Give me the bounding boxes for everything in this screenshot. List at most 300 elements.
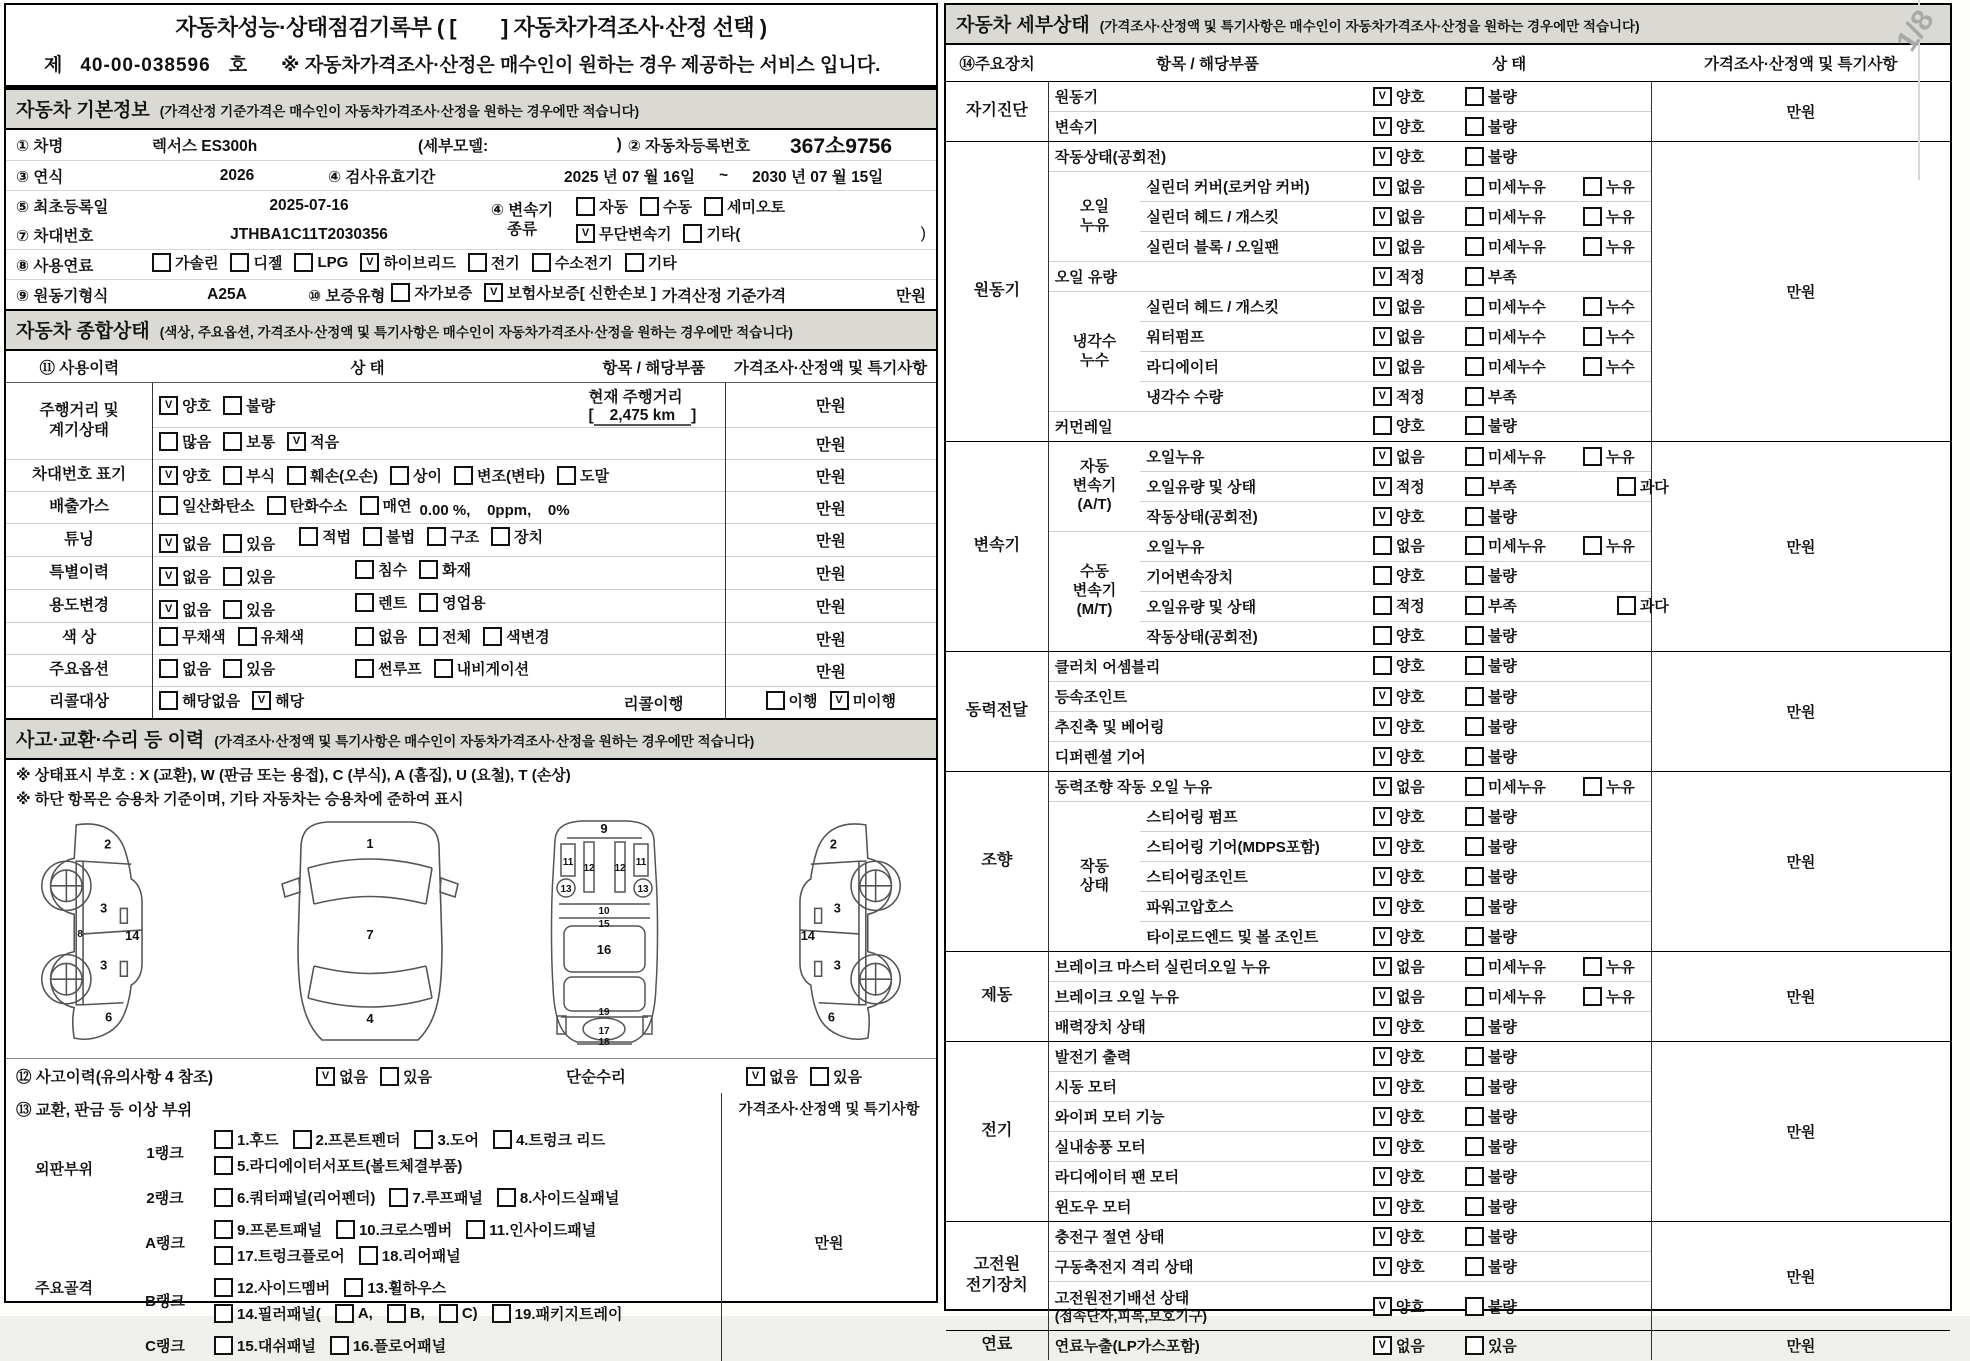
- checkbox[interactable]: V: [159, 396, 178, 415]
- checkbox[interactable]: V: [159, 600, 178, 619]
- checkbox[interactable]: [1465, 1167, 1484, 1186]
- checkbox[interactable]: [214, 1278, 233, 1297]
- checkbox-option[interactable]: [1583, 176, 1635, 197]
- checkbox[interactable]: [439, 1304, 458, 1323]
- checkbox[interactable]: [1465, 1257, 1484, 1276]
- checkbox[interactable]: [1583, 237, 1602, 256]
- checkbox[interactable]: [1465, 957, 1484, 976]
- checkbox[interactable]: [1465, 1047, 1484, 1066]
- checkbox-option[interactable]: [1373, 116, 1453, 137]
- checkbox-option[interactable]: [389, 1187, 482, 1208]
- checkbox-option[interactable]: [159, 465, 211, 486]
- checkbox[interactable]: [223, 466, 242, 485]
- checkbox[interactable]: [810, 1067, 829, 1086]
- checkbox-option[interactable]: [1583, 356, 1635, 377]
- checkbox[interactable]: [359, 1246, 378, 1265]
- checkbox[interactable]: V: [1373, 687, 1392, 706]
- checkbox-option[interactable]: [316, 1066, 368, 1087]
- checkbox-option[interactable]: [1583, 206, 1635, 227]
- checkbox-option[interactable]: [223, 533, 275, 554]
- checkbox-option[interactable]: [1465, 356, 1571, 377]
- checkbox-option[interactable]: [439, 1304, 478, 1323]
- checkbox-option[interactable]: [238, 626, 304, 647]
- checkbox-option[interactable]: [493, 1129, 605, 1150]
- checkbox-option[interactable]: [159, 495, 254, 516]
- checkbox-option[interactable]: [492, 1303, 623, 1324]
- checkbox[interactable]: [223, 534, 242, 553]
- checkbox-option[interactable]: [1465, 686, 1571, 707]
- checkbox-option[interactable]: [1465, 446, 1571, 467]
- checkbox[interactable]: V: [1373, 867, 1392, 886]
- checkbox-option[interactable]: [223, 658, 275, 679]
- checkbox[interactable]: [1465, 87, 1484, 106]
- checkbox-option[interactable]: [1373, 926, 1453, 947]
- checkbox-option[interactable]: [159, 431, 211, 452]
- checkbox-option[interactable]: [1373, 565, 1453, 586]
- checkbox[interactable]: [1373, 656, 1392, 675]
- checkbox-option[interactable]: [355, 559, 407, 580]
- checkbox-option[interactable]: [1373, 266, 1453, 287]
- checkbox[interactable]: [1465, 207, 1484, 226]
- checkbox-option[interactable]: [159, 690, 240, 711]
- checkbox-option[interactable]: [1465, 986, 1571, 1007]
- checkbox-option[interactable]: [532, 252, 613, 273]
- checkbox-option[interactable]: [159, 533, 211, 554]
- checkbox-option[interactable]: [1583, 326, 1635, 347]
- checkbox[interactable]: V: [1373, 837, 1392, 856]
- checkbox[interactable]: [159, 627, 178, 646]
- checkbox[interactable]: [497, 1188, 516, 1207]
- checkbox[interactable]: [1617, 477, 1636, 496]
- checkbox[interactable]: [493, 1130, 512, 1149]
- checkbox-option[interactable]: [360, 252, 455, 273]
- checkbox-option[interactable]: [359, 1245, 461, 1266]
- checkbox[interactable]: [1373, 536, 1392, 555]
- checkbox-option[interactable]: [214, 1303, 321, 1324]
- checkbox-option[interactable]: [746, 1066, 798, 1087]
- checkbox[interactable]: [1465, 687, 1484, 706]
- checkbox-option[interactable]: [1465, 1296, 1571, 1317]
- checkbox[interactable]: V: [287, 432, 306, 451]
- checkbox-option[interactable]: [1373, 146, 1453, 167]
- checkbox-option[interactable]: [363, 526, 415, 547]
- checkbox-option[interactable]: [1373, 356, 1453, 377]
- checkbox[interactable]: [330, 1336, 349, 1355]
- checkbox[interactable]: [159, 691, 178, 710]
- checkbox[interactable]: [287, 466, 306, 485]
- checkbox-option[interactable]: [214, 1155, 462, 1176]
- checkbox-option[interactable]: [287, 465, 378, 486]
- checkbox-option[interactable]: [1465, 326, 1571, 347]
- checkbox[interactable]: V: [1373, 387, 1392, 406]
- checkbox[interactable]: [335, 1304, 354, 1323]
- checkbox[interactable]: V: [576, 224, 595, 243]
- checkbox[interactable]: [1465, 447, 1484, 466]
- checkbox-option[interactable]: [360, 495, 412, 516]
- checkbox[interactable]: [355, 659, 374, 678]
- checkbox-option[interactable]: [387, 1304, 425, 1323]
- checkbox-option[interactable]: [1465, 625, 1571, 646]
- checkbox-option[interactable]: [1465, 836, 1571, 857]
- checkbox-option[interactable]: [1617, 595, 1669, 616]
- checkbox[interactable]: [1583, 327, 1602, 346]
- checkbox[interactable]: [1465, 717, 1484, 736]
- checkbox-option[interactable]: [1583, 296, 1635, 317]
- checkbox-option[interactable]: [466, 1219, 596, 1240]
- checkbox-option[interactable]: [252, 690, 304, 711]
- checkbox-option[interactable]: [484, 282, 656, 303]
- checkbox[interactable]: [223, 432, 242, 451]
- checkbox-option[interactable]: [491, 526, 543, 547]
- checkbox-option[interactable]: [1465, 655, 1571, 676]
- checkbox-option[interactable]: [640, 196, 692, 217]
- checkbox-option[interactable]: [625, 252, 677, 273]
- checkbox[interactable]: V: [1373, 1227, 1392, 1246]
- checkbox[interactable]: V: [1373, 717, 1392, 736]
- checkbox[interactable]: [214, 1336, 233, 1355]
- checkbox[interactable]: [454, 466, 473, 485]
- checkbox-option[interactable]: [419, 626, 471, 647]
- checkbox-option[interactable]: [1465, 776, 1571, 797]
- checkbox-option[interactable]: [1373, 1296, 1453, 1317]
- checkbox-option[interactable]: [1373, 686, 1453, 707]
- checkbox[interactable]: [1465, 117, 1484, 136]
- checkbox[interactable]: [230, 253, 249, 272]
- checkbox[interactable]: V: [1373, 147, 1392, 166]
- checkbox[interactable]: [557, 466, 576, 485]
- checkbox-option[interactable]: [1373, 1196, 1453, 1217]
- checkbox[interactable]: V: [1373, 1047, 1392, 1066]
- checkbox[interactable]: [1465, 897, 1484, 916]
- checkbox[interactable]: [1465, 1297, 1484, 1316]
- checkbox-option[interactable]: [1583, 236, 1635, 257]
- checkbox[interactable]: [419, 593, 438, 612]
- checkbox-option[interactable]: [1465, 1106, 1571, 1127]
- checkbox-option[interactable]: [1373, 595, 1453, 616]
- checkbox[interactable]: [1583, 357, 1602, 376]
- checkbox-option[interactable]: [159, 395, 211, 416]
- checkbox-option[interactable]: [1465, 86, 1571, 107]
- checkbox-option[interactable]: [1465, 956, 1571, 977]
- checkbox[interactable]: [1465, 626, 1484, 645]
- checkbox-option[interactable]: [1373, 836, 1453, 857]
- checkbox-option[interactable]: [1465, 746, 1571, 767]
- checkbox[interactable]: [1465, 177, 1484, 196]
- checkbox-option[interactable]: [1465, 896, 1571, 917]
- checkbox[interactable]: [1465, 807, 1484, 826]
- checkbox-option[interactable]: [1373, 1256, 1453, 1277]
- checkbox-option[interactable]: [1465, 1196, 1571, 1217]
- checkbox[interactable]: [1465, 867, 1484, 886]
- checkbox-option[interactable]: [1373, 1136, 1453, 1157]
- checkbox-option[interactable]: [1465, 926, 1571, 947]
- checkbox-option[interactable]: [468, 252, 520, 273]
- checkbox[interactable]: V: [1373, 807, 1392, 826]
- checkbox-option[interactable]: [1373, 806, 1453, 827]
- checkbox[interactable]: [1465, 387, 1484, 406]
- checkbox[interactable]: V: [316, 1067, 335, 1086]
- checkbox[interactable]: [267, 496, 286, 515]
- checkbox[interactable]: [1465, 507, 1484, 526]
- checkbox-option[interactable]: [344, 1277, 446, 1298]
- checkbox[interactable]: [363, 527, 382, 546]
- checkbox[interactable]: [223, 396, 242, 415]
- checkbox[interactable]: [576, 197, 595, 216]
- checkbox[interactable]: [380, 1067, 399, 1086]
- checkbox[interactable]: [1465, 1336, 1484, 1355]
- checkbox[interactable]: [1465, 656, 1484, 675]
- checkbox-option[interactable]: [1373, 206, 1453, 227]
- checkbox-option[interactable]: [1373, 986, 1453, 1007]
- checkbox[interactable]: [1465, 1077, 1484, 1096]
- checkbox-option[interactable]: [1465, 506, 1571, 527]
- checkbox-option[interactable]: [159, 658, 211, 679]
- checkbox[interactable]: [1465, 477, 1484, 496]
- checkbox[interactable]: [1373, 596, 1392, 615]
- checkbox-option[interactable]: [766, 690, 818, 711]
- checkbox-option[interactable]: [380, 1066, 432, 1087]
- checkbox-option[interactable]: [810, 1066, 862, 1087]
- checkbox[interactable]: V: [159, 534, 178, 553]
- checkbox[interactable]: [1465, 327, 1484, 346]
- checkbox[interactable]: [214, 1130, 233, 1149]
- checkbox-option[interactable]: [391, 282, 472, 303]
- checkbox[interactable]: V: [1373, 1107, 1392, 1126]
- checkbox[interactable]: V: [1373, 327, 1392, 346]
- checkbox[interactable]: [294, 253, 313, 272]
- checkbox[interactable]: [391, 283, 410, 302]
- checkbox-option[interactable]: [214, 1129, 279, 1150]
- checkbox-option[interactable]: [1373, 415, 1453, 436]
- checkbox-option[interactable]: [355, 658, 421, 679]
- checkbox[interactable]: [1583, 777, 1602, 796]
- checkbox-option[interactable]: [1465, 1166, 1571, 1187]
- checkbox-option[interactable]: [223, 599, 275, 620]
- checkbox-option[interactable]: [223, 566, 275, 587]
- checkbox-option[interactable]: [159, 566, 211, 587]
- checkbox-option[interactable]: [1465, 1256, 1571, 1277]
- checkbox[interactable]: [492, 1304, 511, 1323]
- checkbox[interactable]: [419, 560, 438, 579]
- checkbox-option[interactable]: [1465, 565, 1571, 586]
- checkbox-option[interactable]: [1583, 535, 1635, 556]
- checkbox[interactable]: [1465, 1017, 1484, 1036]
- checkbox-option[interactable]: [1465, 236, 1571, 257]
- checkbox[interactable]: [344, 1278, 363, 1297]
- checkbox[interactable]: [1583, 207, 1602, 226]
- checkbox[interactable]: [1583, 447, 1602, 466]
- checkbox[interactable]: [214, 1156, 233, 1175]
- checkbox-option[interactable]: [1373, 1335, 1453, 1356]
- checkbox-option[interactable]: [1465, 716, 1571, 737]
- checkbox[interactable]: V: [1373, 1197, 1392, 1216]
- checkbox[interactable]: V: [1373, 447, 1392, 466]
- checkbox[interactable]: [1583, 987, 1602, 1006]
- checkbox[interactable]: [214, 1246, 233, 1265]
- checkbox-option[interactable]: [1465, 1016, 1571, 1037]
- checkbox-option[interactable]: [299, 526, 351, 547]
- checkbox[interactable]: V: [1373, 747, 1392, 766]
- checkbox[interactable]: V: [360, 253, 379, 272]
- checkbox-option[interactable]: [1465, 146, 1571, 167]
- checkbox[interactable]: [336, 1220, 355, 1239]
- checkbox-option[interactable]: [1373, 866, 1453, 887]
- checkbox-option[interactable]: [1373, 326, 1453, 347]
- checkbox-option[interactable]: [159, 599, 211, 620]
- checkbox[interactable]: [640, 197, 659, 216]
- checkbox[interactable]: [1465, 1227, 1484, 1246]
- checkbox[interactable]: [214, 1304, 233, 1323]
- checkbox-option[interactable]: [704, 196, 785, 217]
- checkbox[interactable]: [704, 197, 723, 216]
- checkbox[interactable]: [1373, 626, 1392, 645]
- checkbox-option[interactable]: [1465, 386, 1571, 407]
- checkbox-option[interactable]: [1373, 896, 1453, 917]
- checkbox[interactable]: [159, 432, 178, 451]
- checkbox[interactable]: V: [159, 466, 178, 485]
- checkbox-option[interactable]: [1465, 266, 1571, 287]
- checkbox[interactable]: [1465, 297, 1484, 316]
- checkbox-option[interactable]: [214, 1335, 316, 1356]
- checkbox[interactable]: V: [1373, 1257, 1392, 1276]
- checkbox[interactable]: [1465, 927, 1484, 946]
- checkbox[interactable]: V: [1373, 297, 1392, 316]
- checkbox-option[interactable]: [1373, 625, 1453, 646]
- checkbox[interactable]: V: [1373, 1167, 1392, 1186]
- checkbox-option[interactable]: [830, 690, 896, 711]
- checkbox-option[interactable]: [434, 658, 529, 679]
- checkbox[interactable]: [1617, 596, 1636, 615]
- checkbox[interactable]: [1465, 747, 1484, 766]
- checkbox[interactable]: [238, 627, 257, 646]
- checkbox-option[interactable]: [293, 1129, 401, 1150]
- checkbox[interactable]: [683, 224, 702, 243]
- checkbox-option[interactable]: [1373, 176, 1453, 197]
- checkbox-option[interactable]: [1373, 296, 1453, 317]
- checkbox[interactable]: V: [1373, 1297, 1392, 1316]
- checkbox[interactable]: [1465, 267, 1484, 286]
- checkbox[interactable]: [1583, 297, 1602, 316]
- checkbox[interactable]: V: [1373, 777, 1392, 796]
- checkbox-option[interactable]: [1465, 296, 1571, 317]
- checkbox-option[interactable]: [1465, 206, 1571, 227]
- checkbox-option[interactable]: [214, 1219, 322, 1240]
- checkbox-option[interactable]: [427, 526, 479, 547]
- checkbox[interactable]: [419, 627, 438, 646]
- checkbox[interactable]: [434, 659, 453, 678]
- checkbox-option[interactable]: [1373, 446, 1453, 467]
- checkbox[interactable]: [1583, 536, 1602, 555]
- checkbox[interactable]: [355, 593, 374, 612]
- checkbox[interactable]: [1373, 416, 1392, 435]
- checkbox-option[interactable]: [454, 465, 545, 486]
- checkbox[interactable]: V: [159, 567, 178, 586]
- checkbox[interactable]: V: [484, 283, 503, 302]
- checkbox-option[interactable]: [1465, 1335, 1571, 1356]
- checkbox-option[interactable]: [294, 253, 348, 272]
- checkbox[interactable]: [389, 1188, 408, 1207]
- checkbox-option[interactable]: [330, 1335, 446, 1356]
- checkbox[interactable]: V: [1373, 117, 1392, 136]
- checkbox[interactable]: [390, 466, 409, 485]
- checkbox-option[interactable]: [1373, 1046, 1453, 1067]
- checkbox-option[interactable]: [1465, 806, 1571, 827]
- checkbox[interactable]: [1465, 147, 1484, 166]
- checkbox-option[interactable]: [557, 465, 609, 486]
- checkbox-option[interactable]: [267, 495, 348, 516]
- checkbox-option[interactable]: [1373, 386, 1453, 407]
- checkbox-option[interactable]: [1583, 776, 1635, 797]
- checkbox[interactable]: V: [1373, 1017, 1392, 1036]
- checkbox-option[interactable]: [1373, 506, 1453, 527]
- checkbox-option[interactable]: [1465, 176, 1571, 197]
- checkbox[interactable]: [223, 567, 242, 586]
- checkbox-option[interactable]: [355, 626, 407, 647]
- checkbox[interactable]: [159, 496, 178, 515]
- checkbox[interactable]: [1465, 357, 1484, 376]
- checkbox-option[interactable]: [1373, 1076, 1453, 1097]
- checkbox-option[interactable]: [683, 223, 740, 244]
- checkbox-option[interactable]: [1373, 655, 1453, 676]
- checkbox-option[interactable]: [1373, 776, 1453, 797]
- checkbox[interactable]: [1465, 566, 1484, 585]
- checkbox-option[interactable]: [1465, 415, 1571, 436]
- checkbox[interactable]: V: [1373, 207, 1392, 226]
- checkbox[interactable]: [214, 1188, 233, 1207]
- checkbox[interactable]: [293, 1130, 312, 1149]
- checkbox-option[interactable]: [1373, 1106, 1453, 1127]
- checkbox[interactable]: V: [1373, 477, 1392, 496]
- checkbox-option[interactable]: [1373, 746, 1453, 767]
- checkbox[interactable]: [466, 1220, 485, 1239]
- checkbox[interactable]: [1465, 837, 1484, 856]
- checkbox[interactable]: V: [1373, 267, 1392, 286]
- checkbox-option[interactable]: [1373, 1226, 1453, 1247]
- checkbox-option[interactable]: [419, 559, 471, 580]
- checkbox-option[interactable]: [1465, 1136, 1571, 1157]
- checkbox[interactable]: [1465, 987, 1484, 1006]
- checkbox-option[interactable]: [576, 196, 628, 217]
- checkbox-option[interactable]: [419, 592, 485, 613]
- checkbox[interactable]: [387, 1304, 406, 1323]
- checkbox[interactable]: V: [1373, 897, 1392, 916]
- checkbox[interactable]: [625, 253, 644, 272]
- checkbox[interactable]: V: [1373, 507, 1392, 526]
- checkbox-option[interactable]: [1583, 446, 1635, 467]
- checkbox[interactable]: V: [1373, 957, 1392, 976]
- checkbox[interactable]: V: [1373, 1137, 1392, 1156]
- checkbox-option[interactable]: [1465, 595, 1571, 616]
- checkbox[interactable]: [427, 527, 446, 546]
- checkbox[interactable]: [159, 659, 178, 678]
- checkbox-option[interactable]: [223, 395, 275, 416]
- checkbox[interactable]: [1465, 777, 1484, 796]
- checkbox[interactable]: [355, 627, 374, 646]
- checkbox[interactable]: [1465, 1197, 1484, 1216]
- checkbox[interactable]: [414, 1130, 433, 1149]
- checkbox[interactable]: [355, 560, 374, 579]
- checkbox-option[interactable]: [390, 465, 442, 486]
- checkbox[interactable]: V: [746, 1067, 765, 1086]
- checkbox[interactable]: V: [1373, 87, 1392, 106]
- checkbox-option[interactable]: [335, 1304, 373, 1323]
- checkbox-option[interactable]: [1373, 956, 1453, 977]
- checkbox-option[interactable]: [230, 252, 282, 273]
- checkbox-option[interactable]: [1373, 476, 1453, 497]
- checkbox-option[interactable]: [1373, 716, 1453, 737]
- checkbox-option[interactable]: [1465, 866, 1571, 887]
- checkbox-option[interactable]: [214, 1277, 330, 1298]
